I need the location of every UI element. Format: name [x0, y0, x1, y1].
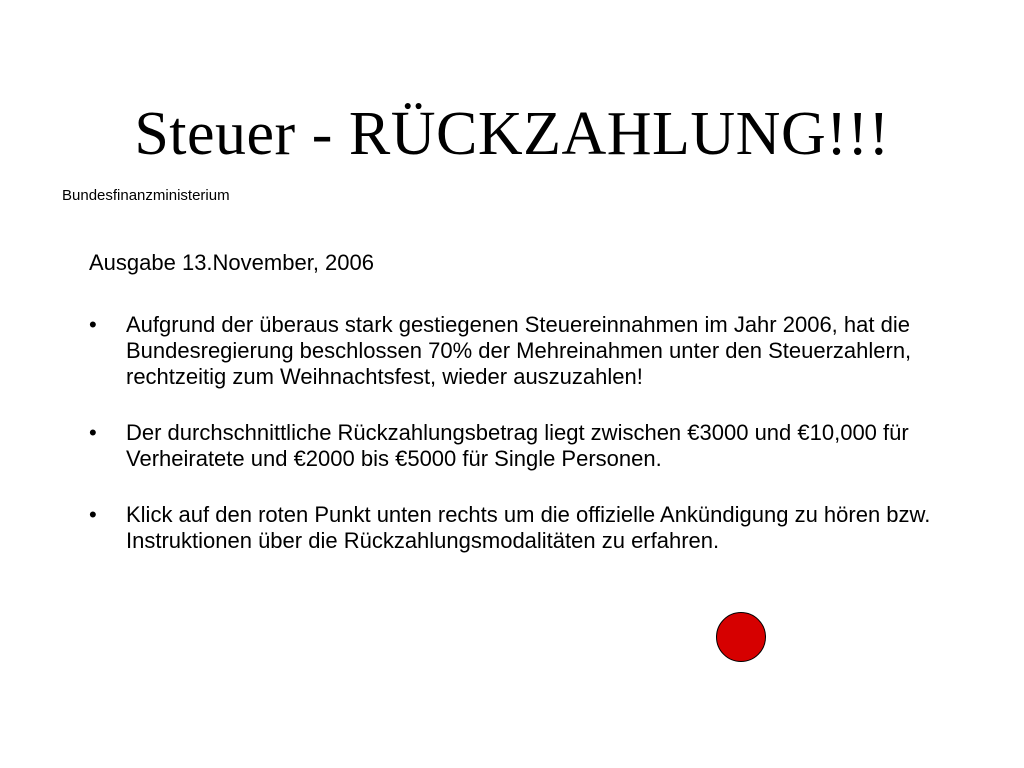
bullet-text: Aufgrund der überaus stark gestiegenen Steuereinnahmen im Jahr 2006, hat die Bundesregierung beschlossen 70% der Mehreinahmen unter den Steuerzahlern, rechtzeitig zum Weihnachtsfest, wieder auszuzahlen! — [126, 312, 912, 389]
bullet-text: Der durchschnittliche Rückzahlungsbetrag liegt zwischen €3000 und €10,000 für Verheiratete und €2000 bis €5000 für Single Personen. — [126, 420, 909, 471]
bullet-item — [89, 420, 969, 472]
bullet-item — [89, 502, 969, 554]
bullet-marker: • — [89, 420, 97, 445]
bullet-list — [89, 312, 969, 554]
slide-title: Steuer - RÜCKZAHLUNG!!! — [134, 100, 890, 168]
bullet-item — [89, 312, 969, 390]
issue-date: Ausgabe 13.November, 2006 — [89, 250, 374, 275]
bullet-marker: • — [89, 502, 97, 527]
slide-subtitle: Bundesfinanzministerium — [62, 187, 230, 204]
bullet-marker: • — [89, 312, 97, 337]
bullet-text: Klick auf den roten Punkt unten rechts um die offizielle Ankündigung zu hören bzw. Instruktionen über die Rückzahlungsmodalitäten zu erfahren. — [126, 502, 931, 553]
slide-content — [89, 250, 969, 584]
red-dot-button[interactable] — [716, 612, 766, 662]
